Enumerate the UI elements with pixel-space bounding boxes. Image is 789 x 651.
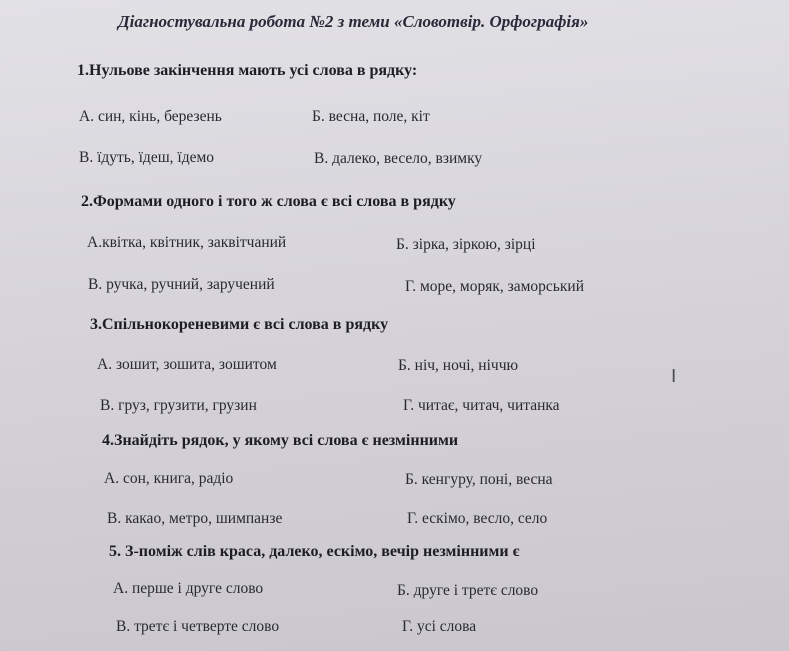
question-5-option-a: А. перше і друге слово — [113, 580, 264, 597]
question-1-option-b: Б. весна, поле, кіт — [312, 108, 430, 125]
question-5-option-c: В. третє і четверте слово — [116, 618, 280, 635]
question-1-option-d: В. далеко, весело, взимку — [314, 150, 483, 167]
question-3-option-b: Б. ніч, ночі, ніччю — [398, 357, 519, 374]
question-3: 3.Спільнокореневими є всі слова в рядку — [90, 316, 389, 333]
question-3-option-c: В. груз, грузити, грузин — [100, 397, 257, 414]
question-2-option-a: А.квітка, квітник, заквітчаний — [87, 234, 287, 251]
question-1-option-a: А. син, кінь, березень — [79, 108, 222, 125]
question-4-option-c: В. какао, метро, шимпанзе — [107, 510, 283, 527]
question-4-option-d: Г. ескімо, весло, село — [407, 510, 548, 527]
question-4: 4.Знайдіть рядок, у якому всі слова є незмінними — [102, 432, 459, 449]
question-5-option-d: Г. усі слова — [402, 618, 477, 635]
page-title: Діагностувальна робота №2 з теми «Словотвір. Орфографія» — [118, 12, 589, 31]
question-2-option-b: Б. зірка, зіркою, зірці — [396, 236, 536, 253]
question-4-option-a: А. сон, книга, радіо — [104, 470, 234, 487]
question-2-option-d: Г. море, моряк, заморський — [405, 278, 584, 295]
question-2-option-c: В. ручка, ручний, заручений — [88, 276, 275, 293]
question-4-option-b: Б. кенгуру, поні, весна — [405, 471, 553, 488]
question-1-option-c: В. їдуть, їдеш, їдемо — [79, 149, 215, 166]
question-5-option-b: Б. друге і третє слово — [397, 582, 539, 599]
question-2: 2.Формами одного і того ж слова є всі слова в рядку — [81, 193, 456, 210]
question-5: 5. З-поміж слів краса, далеко, ескімо, вечір незмінними є — [109, 543, 520, 560]
text-cursor-icon: I — [671, 366, 677, 387]
question-3-option-a: А. зошит, зошита, зошитом — [97, 356, 277, 373]
question-1: 1.Нульове закінчення мають усі слова в рядку: — [77, 62, 418, 79]
question-3-option-d: Г. читає, читач, читанка — [403, 397, 560, 414]
